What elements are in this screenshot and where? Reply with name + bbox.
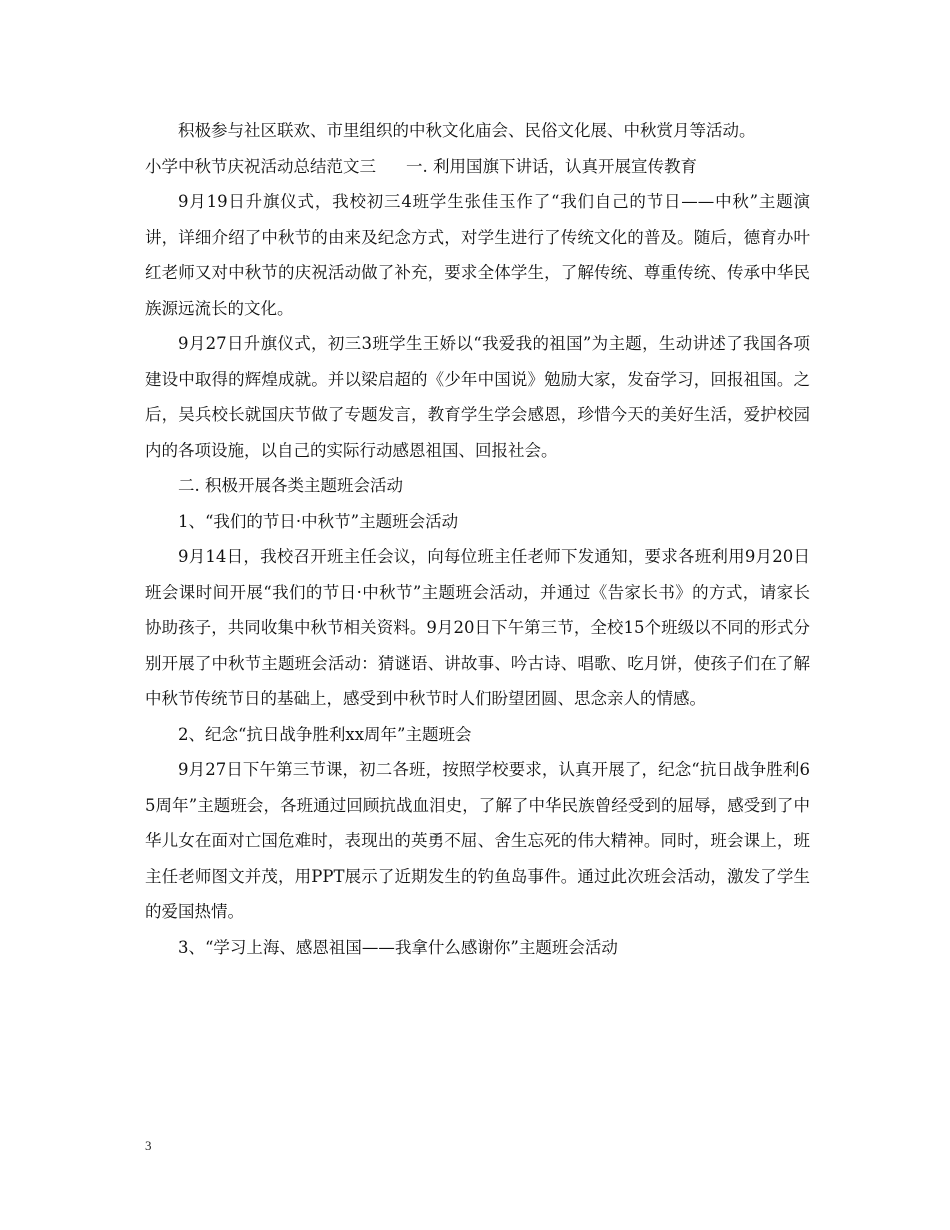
document-body — [145, 113, 810, 965]
paragraph-sept14: 9月14日，我校召开班主任会议，向每位班主任老师下发通知，要求各班利用9月20日班会课时间开展“我们的节日·中秋节”主题班会活动，并通过《告家长书》的方式，请家长协助孩子，共同收集中秋节相关资料。9月20日下午第三节，全校15个班级以不同的形式分别开展了中秋节主题班会活动：猜谜语、讲故事、吟古诗、唱歌、吃月饼，使孩子们在了解中秋节传统节日的基础上，感受到中秋节时人们盼望团圆、思念亲人的情感。 — [145, 547, 810, 708]
section-heading-line — [145, 149, 810, 185]
paragraph-anti-war: 9月27日下午第三节课，初二各班，按照学校要求，认真开展了，纪念“抗日战争胜利65周年”主题班会，各班通过回顾抗战血泪史，了解了中华民族曾经受到的屈辱，感受到了中华儿女在面对亡国危难时，表现出的英勇不屈、舍生忘死的伟大精神。同时，班会课上，班主任老师图文并茂，用PPT展示了近期发生的钓鱼岛事件。通过此次班会活动，激发了学生的爱国热情。 — [145, 760, 810, 921]
paragraph-sept19: 9月19日升旗仪式，我校初三4班学生张佳玉作了“我们自己的节日——中秋”主题演讲，详细介绍了中秋节的由来及纪念方式，对学生进行了传统文化的普及。随后，德育办叶红老师又对中秋节的庆祝活动做了补充，要求全体学生，了解传统、尊重传统、传承中华民族源远流长的文化。 — [145, 192, 810, 318]
subheading-mid-autumn-meeting: 1、“我们的节日·中秋节”主题班会活动 — [178, 511, 459, 531]
section-heading-class-meetings: 二. 积极开展各类主题班会活动 — [178, 476, 403, 495]
subheading-shanghai-meeting: 3、“学习上海、感恩祖国——我拿什么感谢你”主题班会活动 — [178, 937, 618, 957]
page-number: 3 — [145, 1138, 152, 1153]
paragraph-activities: 积极参与社区联欢、市里组织的中秋文化庙会、民俗文化展、中秋赏月等活动。 — [178, 121, 756, 140]
section-heading-flag-speech: 一. 利用国旗下讲话，认真开展宣传教育 — [406, 156, 697, 176]
article-title: 小学中秋节庆祝活动总结范文三 — [145, 156, 376, 176]
subheading-anti-war-meeting: 2、纪念“抗日战争胜利xx周年”主题班会 — [178, 724, 472, 744]
paragraph-sept27: 9月27日升旗仪式，初三3班学生王娇以“我爱我的祖国”为主题，生动讲述了我国各项建设中取得的辉煌成就。并以梁启超的《少年中国说》勉励大家，发奋学习，回报祖国。之后，吴兵校长就国庆节做了专题发言，教育学生学会感恩，珍惜今天的美好生活，爱护校园内的各项设施，以自己的实际行动感恩祖国、回报社会。 — [145, 334, 810, 460]
